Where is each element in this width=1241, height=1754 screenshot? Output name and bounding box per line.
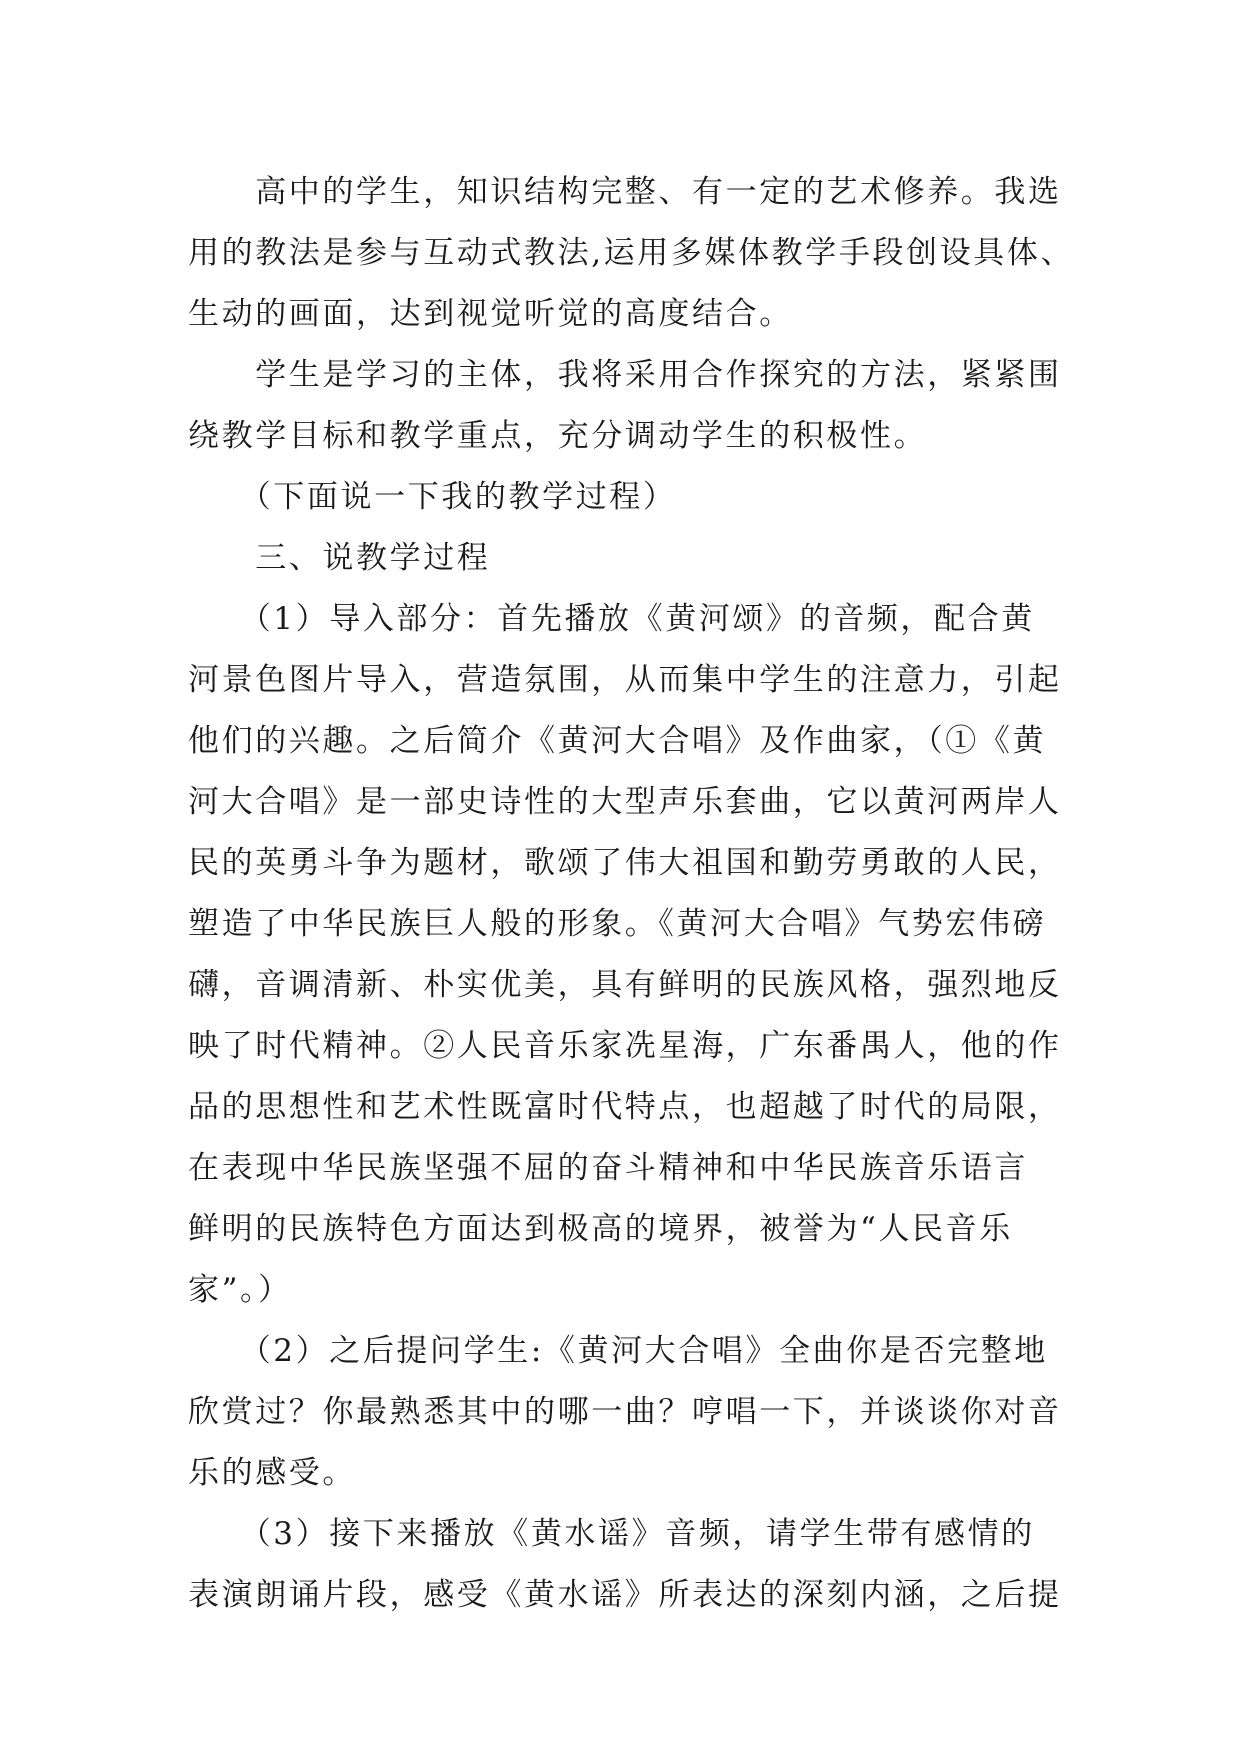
- text-line: 乐的感受。: [188, 1455, 356, 1491]
- text-line: 他们的兴趣。之后简介《黄河大合唱》及作曲家，（①《黄: [188, 723, 1047, 759]
- text-line: 民的英勇斗争为题材，歌颂了伟大祖国和勤劳勇敢的人民，: [188, 845, 1062, 881]
- text-line: （下面说一下我的教学过程）: [188, 479, 677, 515]
- text-line: 用的教法是参与互动式教法,运用多媒体教学手段创设具体、: [188, 235, 1075, 271]
- text-line: 表演朗诵片段，感受《黄水谣》所表达的深刻内涵，之后提: [188, 1577, 1062, 1613]
- text-line: 在表现中华民族坚强不屈的奋斗精神和中华民族音乐语言: [188, 1150, 1028, 1186]
- text-line: （1）导入部分：首先播放《黄河颂》的音频，配合黄: [188, 601, 1035, 637]
- text-line: 欣赏过？你最熟悉其中的哪一曲？哼唱一下，并谈谈你对音: [188, 1394, 1062, 1430]
- text-line: 鲜明的民族特色方面达到极高的境界，被誉为“人民音乐: [188, 1211, 1013, 1247]
- text-line: （2）之后提问学生:《黄河大合唱》全曲你是否完整地: [188, 1333, 1048, 1369]
- text-line: 塑造了中华民族巨人般的形象。《黄河大合唱》气势宏伟磅: [188, 906, 1047, 942]
- text-line: 品的思想性和艺术性既富时代特点，也超越了时代的局限，: [188, 1089, 1062, 1125]
- text-line: 河大合唱》是一部史诗性的大型声乐套曲，它以黄河两岸人: [188, 784, 1062, 820]
- text-line: 家”。）: [188, 1272, 292, 1308]
- text-line: 河景色图片导入，营造氛围，从而集中学生的注意力，引起: [188, 662, 1062, 698]
- text-line: 映了时代精神。②人民音乐家冼星海，广东番禺人，他的作: [188, 1028, 1062, 1064]
- text-line: 学生是学习的主体，我将采用合作探究的方法，紧紧围: [188, 357, 1062, 393]
- body-text: [188, 162, 1075, 1626]
- text-line: （3）接下来播放《黄水谣》音频，请学生带有感情的: [188, 1516, 1035, 1552]
- text-line: 生动的画面，达到视觉听觉的高度结合。: [188, 296, 793, 332]
- text-line: 绕教学目标和教学重点，充分调动学生的积极性。: [188, 418, 928, 454]
- section-heading: 三、说教学过程: [188, 540, 491, 576]
- text-line: 高中的学生，知识结构完整、有一定的艺术修养。我选: [188, 174, 1062, 210]
- text-line: 礴，音调清新、朴实优美，具有鲜明的民族风格，强烈地反: [188, 967, 1062, 1003]
